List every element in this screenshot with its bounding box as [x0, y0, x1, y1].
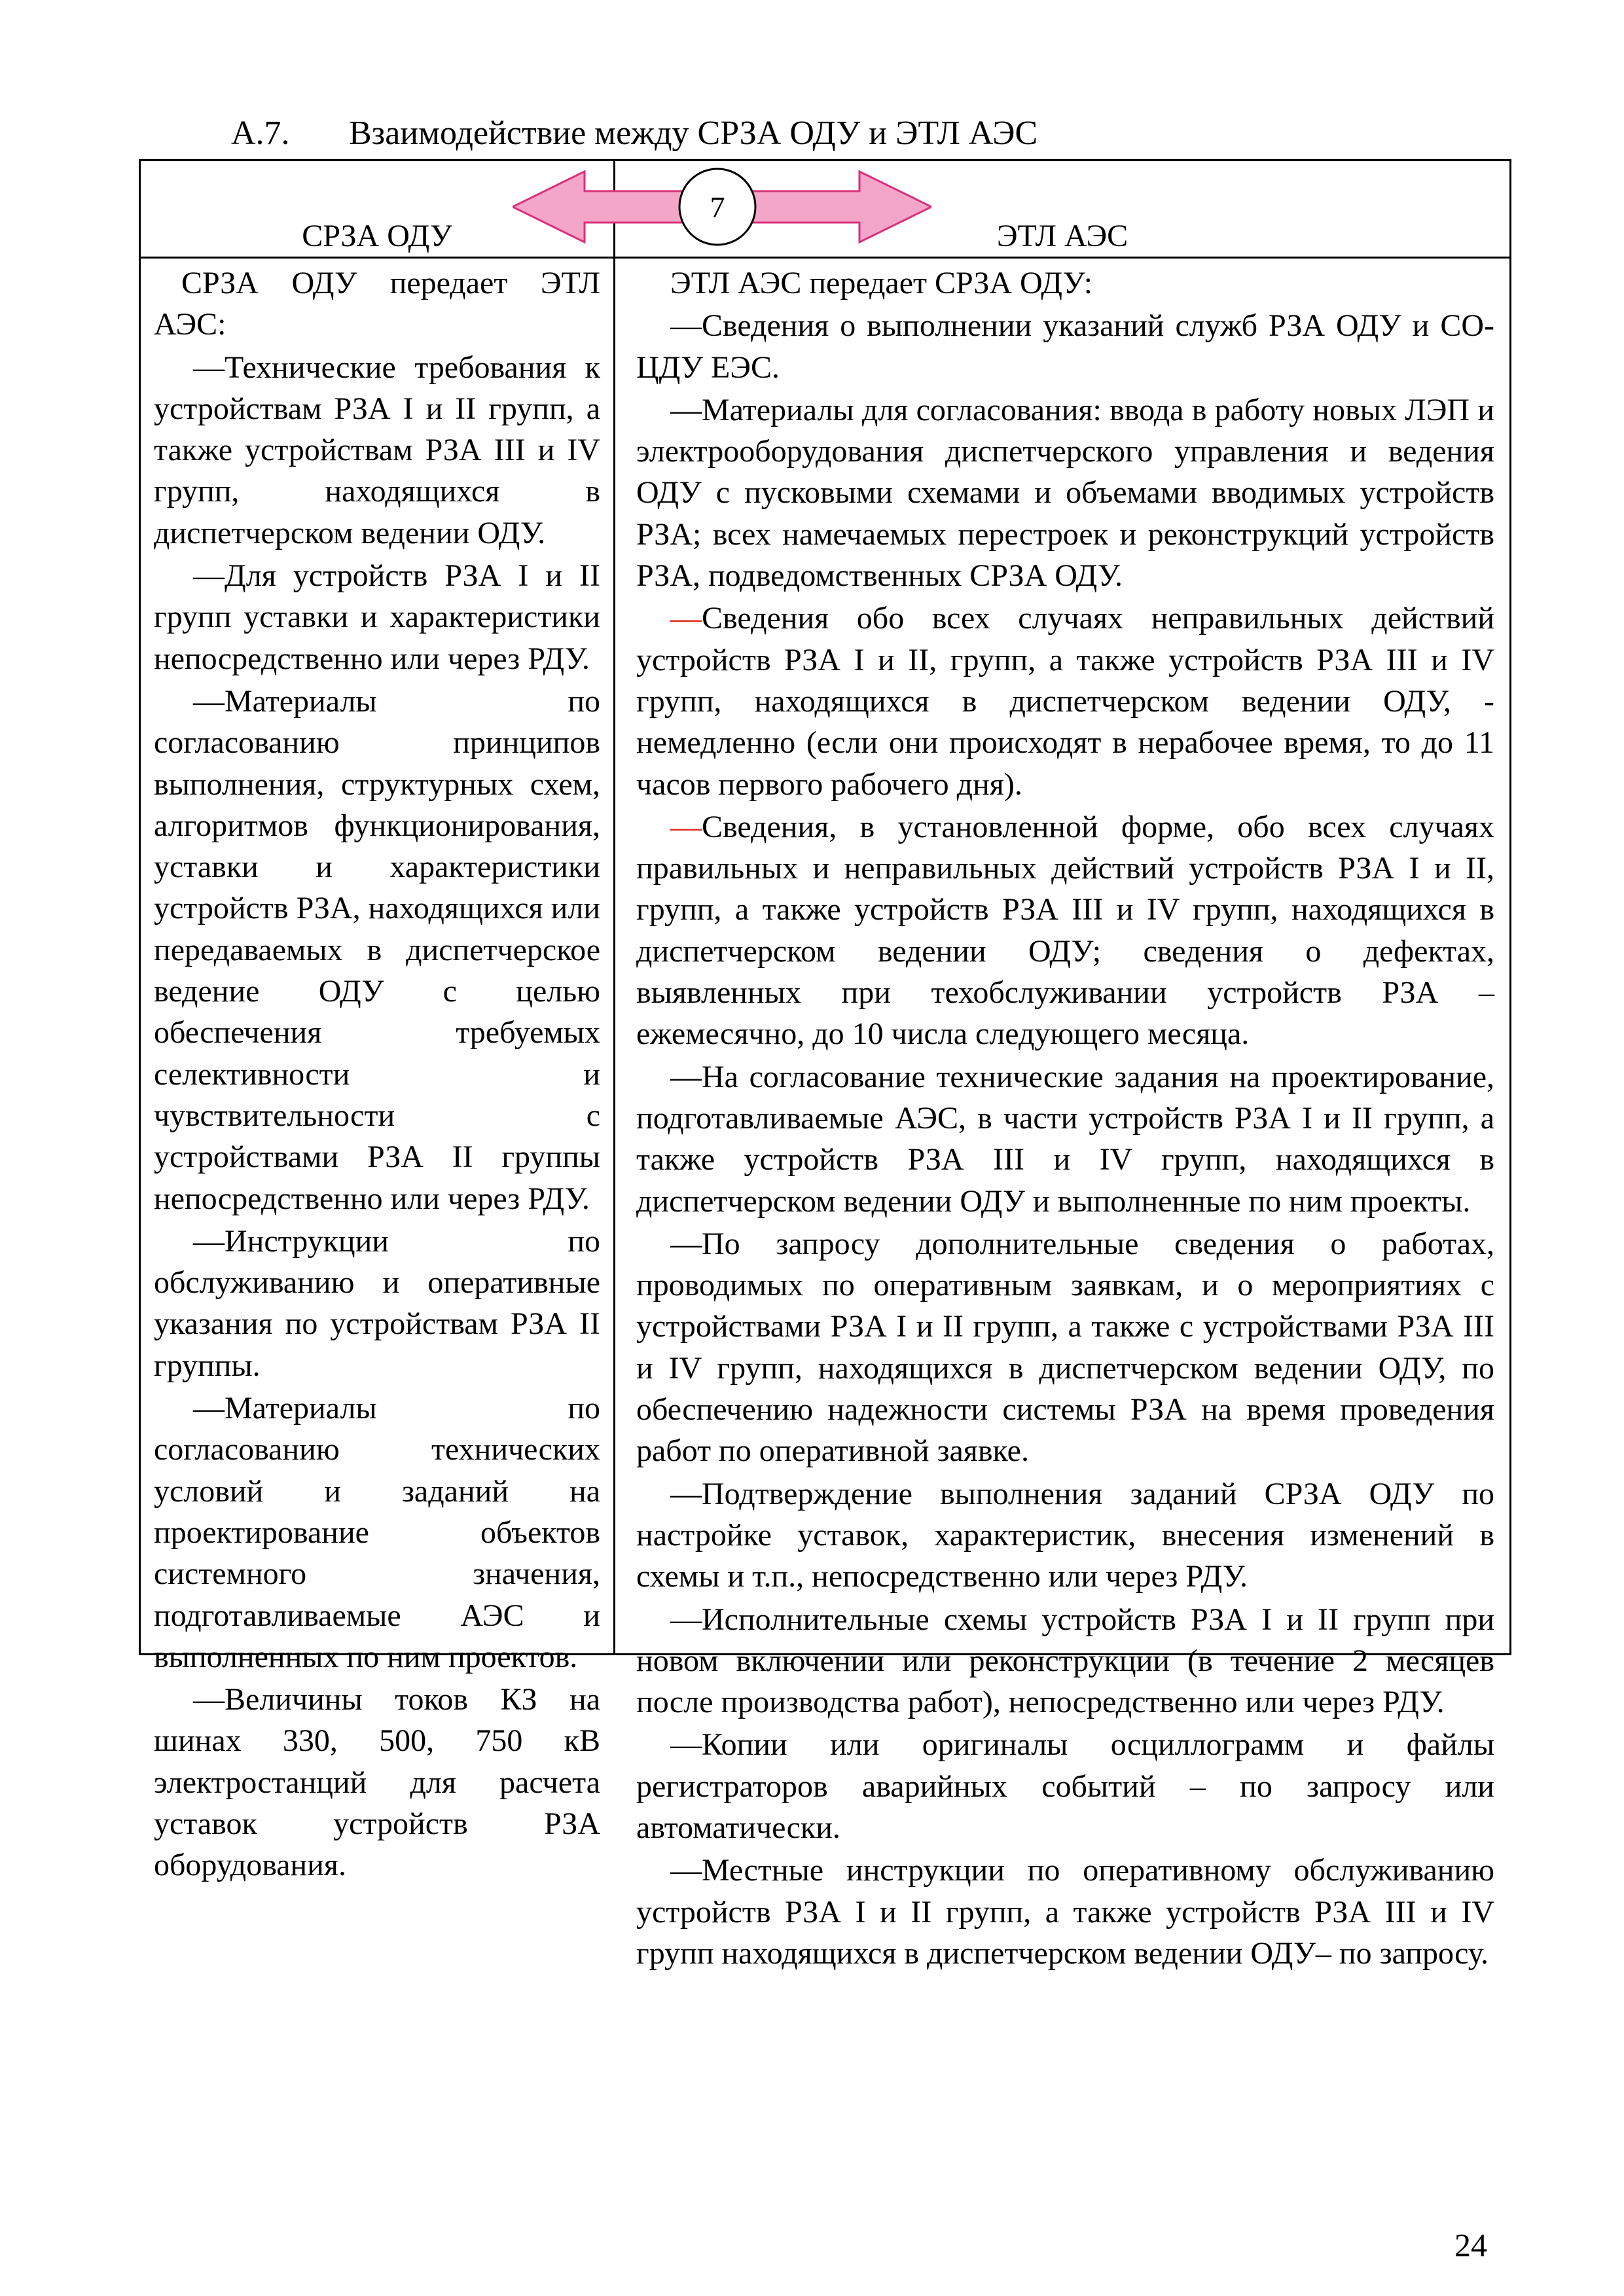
right-item	[636, 1223, 1494, 1472]
right-intro: ЭТЛ АЭС передает СРЗА ОДУ:	[670, 266, 1093, 300]
item-dash: —	[670, 1727, 702, 1763]
right-item	[636, 806, 1494, 1055]
left-item: СРЗА ОДУ передает ЭТЛ АЭС:	[154, 266, 600, 342]
item-dash: —	[670, 308, 702, 344]
item-dash: —	[670, 1853, 702, 1888]
item-dash-highlighted: —	[670, 601, 702, 636]
left-item: —Величины токов КЗ на шинах 330, 500, 750 кВ электростанций для расчета уставок устройств РЗА оборудования.	[154, 1682, 600, 1883]
interaction-table	[139, 159, 1511, 1971]
section-number: А.7.	[231, 115, 290, 152]
item-text: Местные инструкции по оперативному обслуживанию устройств РЗА I и II групп, а также устройств РЗА III и IV групп находящихся в диспетчерском ведении ОДУ– по запросу.	[636, 1853, 1494, 1971]
item-text: Подтверждение выполнения заданий СРЗА ОДУ по настройке уставок, характеристик, внесения изменений в схемы и т.п., непосредственно или через РДУ.	[636, 1476, 1494, 1594]
page-number: 24	[1454, 2227, 1487, 2263]
right-item	[636, 1850, 1494, 1974]
left-column-header: СРЗА ОДУ	[302, 219, 452, 253]
column-divider	[613, 161, 615, 1653]
section-heading	[231, 110, 1038, 157]
item-dash: —	[670, 1602, 702, 1637]
right-column-content	[636, 262, 1494, 1975]
item-text: Сведения обо всех случаях неправильных действий устройств РЗА I и II, групп, а также устройств РЗА III и IV групп, находящихся в диспетчерском ведении ОДУ, - немедленно (если они происходят в нерабочее время, то до 11 часов первого рабочего дня).	[636, 601, 1494, 802]
item-dash-highlighted: —	[670, 809, 702, 844]
left-item: —Инструкции по обслуживанию и оперативные указания по устройствам РЗА II группы.	[154, 1223, 600, 1383]
header-divider	[141, 257, 1509, 259]
item-dash: —	[670, 1059, 702, 1094]
right-item	[636, 1724, 1494, 1848]
item-text: Исполнительные схемы устройств РЗА I и II групп при новом включении или реконструкции (в течение 2 месяцев после производства работ), непосредственно или через РДУ.	[636, 1602, 1494, 1720]
left-item: —Технические требования к устройствам РЗА I и II групп, а также устройствам РЗА III и IV групп, находящихся в диспетчерском ведении ОДУ.	[154, 350, 600, 550]
node-label: 7	[710, 190, 725, 224]
item-text: Копии или оригиналы осциллограмм и файлы регистраторов аварийных событий – по запросу или автоматически.	[636, 1727, 1494, 1845]
section-title: Взаимодействие между СРЗА ОДУ и ЭТЛ АЭС	[349, 115, 1038, 152]
item-text: Материалы для согласования: ввода в работу новых ЛЭП и электрооборудования диспетчерского управления и ведения ОДУ с пусковыми схемами и объемами вводимых устройств РЗА; всех намечаемых перестроек и реконструкций устройств РЗА, подведомственных СРЗА ОДУ.	[636, 392, 1494, 594]
left-column-content	[154, 262, 600, 1888]
right-item	[636, 598, 1494, 804]
item-dash: —	[670, 1476, 702, 1511]
left-item: —Материалы по согласованию технических условий и заданий на проектирование объектов системного значения, подготавливаемые АЭС и выполненных по ним проектов.	[154, 1391, 600, 1674]
item-text: На согласование технические задания на проектирование, подготавливаемые АЭС, в части устройств РЗА I и II групп, а также устройств РЗА III и IV групп, находящихся в диспетчерском ведении ОДУ и выполненные по ним проекты.	[636, 1059, 1494, 1219]
right-item	[636, 1473, 1494, 1598]
item-dash: —	[670, 1226, 702, 1261]
item-dash: —	[670, 392, 702, 427]
left-item: —Материалы по согласованию принципов выполнения, структурных схем, алгоритмов функционирования, уставки и характеристики устройств РЗА, находящихся или передаваемых в диспетчерское ведение ОДУ с целью обеспечения требуемых селективности и чувствительности с устройствами РЗА II группы непосредственно или через РДУ.	[154, 683, 600, 1216]
right-item	[636, 1599, 1494, 1723]
item-text: Сведения, в установленной форме, обо всех случаях правильных и неправильных действий устройств РЗА I и II, групп, а также устройств РЗА III и IV групп, находящихся в диспетчерском ведении ОДУ; сведения о дефектах, выявленных при техобслуживании устройств РЗА – ежемесячно, до 10 числа следующего месяца.	[636, 809, 1494, 1052]
right-item	[636, 389, 1494, 596]
item-text: По запросу дополнительные сведения о работах, проводимых по оперативным заявкам, и о мероприятиях с устройствами РЗА I и II групп, а также с устройствами РЗА III и IV групп, находящихся в диспетчерском ведении ОДУ, по обеспечению надежности системы РЗА на время проведения работ по оперативной заявке.	[636, 1226, 1494, 1469]
right-column-header: ЭТЛ АЭС	[996, 219, 1128, 253]
right-item	[636, 305, 1494, 388]
left-item: —Для устройств РЗА I и II групп уставки и характеристики непосредственно или через РДУ.	[154, 558, 600, 676]
right-item	[636, 1056, 1494, 1222]
item-text: Сведения о выполнении указаний служб РЗА ОДУ и СО-ЦДУ ЕЭС.	[636, 308, 1494, 385]
